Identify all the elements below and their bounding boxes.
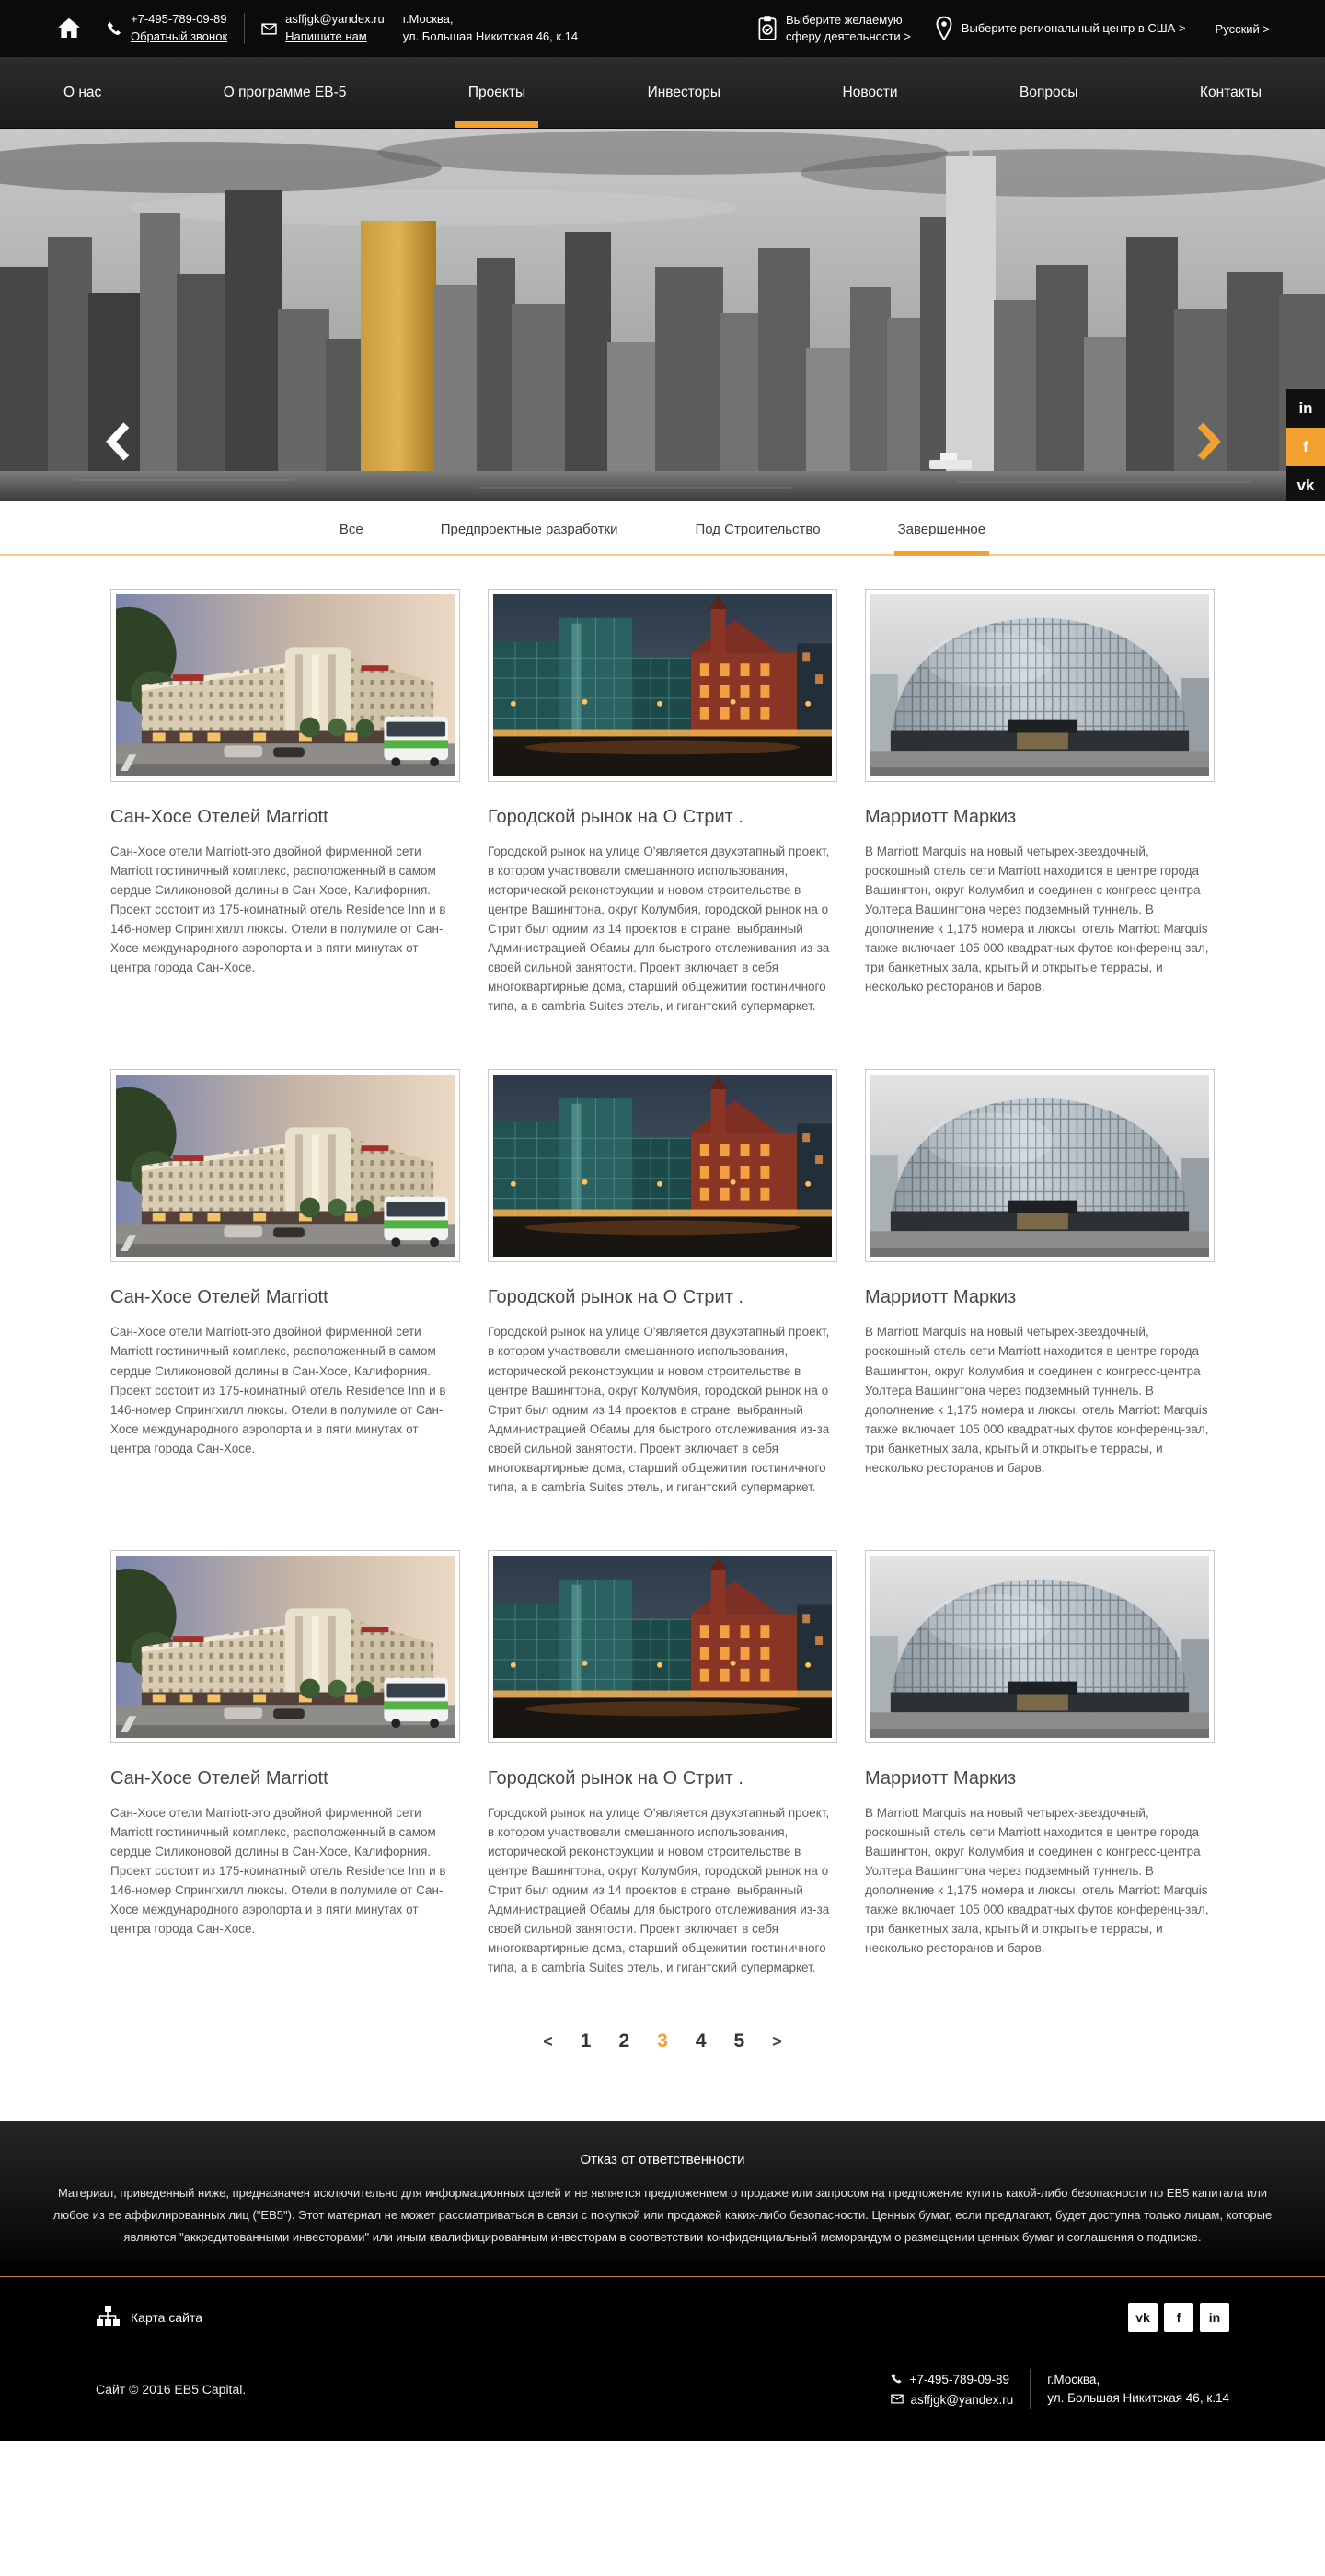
- project-card: [110, 1550, 460, 1977]
- hero-social-sidebar: [1286, 389, 1325, 501]
- phone-icon: [107, 21, 122, 37]
- home-icon[interactable]: [55, 15, 83, 42]
- vk-icon[interactable]: vk: [1286, 466, 1325, 501]
- tab-completed[interactable]: Завершенное: [898, 522, 986, 554]
- san-jose-photo: [116, 594, 455, 776]
- nav-item-program[interactable]: О программе ЕВ-5: [223, 84, 347, 100]
- project-description: В Marriott Marquis на новый четырех-звездочный, роскошный отель сети Marriott находится в центре города Вашингтон, округ Колумбия и соединен с конгресс-центра Уолтера Вашингтона через подземный туннель. В дополнение к 1,175 номера и люксы, отель Marriott Marquis также включает 105 000 квадратных футов конференц-зал, три банкетных зала, крытый и открытые террасы, и несколько ресторанов и баров.: [865, 1325, 1209, 1475]
- o-street-photo: [493, 1075, 832, 1257]
- clipboard-icon: [757, 16, 778, 41]
- copyright: Сайт © 2016 EB5 Capital.: [96, 2382, 247, 2398]
- footer-address: г.Москва, ул. Большая Никитская 46, к.14: [1047, 2373, 1229, 2406]
- nav-item-questions[interactable]: Вопросы: [1020, 84, 1078, 100]
- project-title[interactable]: Городской рынок на О Стрит .: [488, 807, 743, 827]
- project-card: [865, 589, 1215, 1016]
- project-image[interactable]: [488, 589, 837, 782]
- language-selector[interactable]: Русский >: [1215, 21, 1270, 36]
- divider: [244, 13, 245, 44]
- write-us-link[interactable]: Напишите нам: [285, 29, 367, 43]
- sitemap-icon: [96, 2305, 120, 2331]
- envelope-icon: [261, 23, 277, 35]
- project-title[interactable]: Городской рынок на О Стрит .: [488, 1767, 743, 1788]
- tab-under-construction[interactable]: Под Строительство: [695, 522, 821, 537]
- disclaimer-title: Отказ от ответственности: [580, 2152, 745, 2168]
- project-description: Сан-Хосе отели Marriott-это двойной фирменной сети Marriott гостиничный комплекс, расположенный в самом сердце Силиконовой долины в Сан-Хосе, Калифорния. Проект состоит из 175-комнатный отель Residence Inn и в 146-номер Спрингхилл люксы. Отели в полумиле от Сан-Хосе международного аэропорта и в пяти минутах от центра города Сан-Хосе.: [110, 1805, 446, 1937]
- footer-email[interactable]: asffjgk@yandex.ru: [910, 2392, 1014, 2407]
- topbar-phone[interactable]: +7-495-789-09-89: [131, 12, 227, 27]
- project-title[interactable]: Марриотт Маркиз: [865, 1767, 1017, 1788]
- footer-social: [1128, 2303, 1229, 2332]
- main-nav: [0, 57, 1325, 129]
- carousel-next-button[interactable]: [1192, 421, 1226, 462]
- sitemap-link[interactable]: Карта сайта: [96, 2305, 202, 2331]
- project-image[interactable]: [865, 1550, 1215, 1743]
- project-image[interactable]: [110, 589, 460, 782]
- san-jose-photo: [116, 1075, 455, 1257]
- footer-phone[interactable]: +7-495-789-09-89: [909, 2373, 1009, 2387]
- linkedin-icon[interactable]: in: [1286, 389, 1325, 428]
- tab-all[interactable]: Все: [339, 522, 363, 537]
- hero-carousel: [0, 129, 1325, 501]
- footer: [0, 2121, 1325, 2441]
- divider: [1030, 2369, 1031, 2409]
- footer-bottom: [0, 2277, 1325, 2441]
- hero-skyline-image: [0, 129, 1325, 501]
- topbar-email[interactable]: asffjgk@yandex.ru: [285, 12, 385, 27]
- project-card: [488, 1069, 837, 1496]
- nav-item-contacts[interactable]: Контакты: [1200, 84, 1262, 100]
- region-selector[interactable]: Выберите региональный центр в США >: [935, 16, 1186, 41]
- projects-grid: [110, 556, 1215, 2053]
- project-image[interactable]: [865, 589, 1215, 782]
- project-description: Городской рынок на улице О'является двухэтапный проект, в котором участвовали смешанного использования, исторической реконструкции и новом строительстве в центре Вашингтона, округ Колумбия, городской рынок на о Стрит был одним из 14 проектов в стране, выбранный Администрацией Обамы для быстрого отслеживания из-за своей сильной занятости. Проект включает в себя многоквартирные дома, старший общежитии гостиничного типа, а в cambria Suites отель, и гигантский супермаркет.: [488, 1325, 830, 1494]
- pagination-page-3-active[interactable]: 3: [657, 2030, 668, 2053]
- project-card: [865, 1069, 1215, 1496]
- project-title[interactable]: Сан-Хосе Отелей Marriott: [110, 1287, 328, 1308]
- project-title[interactable]: Городской рынок на О Стрит .: [488, 1287, 743, 1308]
- location-pin-icon: [935, 16, 953, 41]
- project-description: Сан-Хосе отели Marriott-это двойной фирменной сети Marriott гостиничный комплекс, расположенный в самом сердце Силиконовой долины в Сан-Хосе, Калифорния. Проект состоит из 175-комнатный отель Residence Inn и в 146-номер Спрингхилл люксы. Отели в полумиле от Сан-Хосе международного аэропорта и в пяти минутах от центра города Сан-Хосе.: [110, 845, 446, 975]
- envelope-icon: [891, 2393, 904, 2407]
- o-street-photo: [493, 594, 832, 776]
- linkedin-icon[interactable]: in: [1200, 2303, 1229, 2332]
- disclaimer-text: Материал, приведенный ниже, предназначен исключительно для информационных целей и не является предложением о продаже или запросом на предложение купить какой-либо безопасности по EB5 капитала или любое из ее аффилированных лиц ("EB5"). Этот материал не может рассматриваться в связи с покупкой или продажей каких-либо безопасности. Ценных бумаг, если предлагают, будет доступна только лицам, которые являются "аккредитованными инвесторами" или иным квалифицированным инвесторам в соответствии конфиденциальный меморандум о размещении ценных бумаг и соглашения о подписке.: [52, 2186, 1273, 2245]
- pagination-page-4[interactable]: 4: [695, 2030, 707, 2053]
- phone-icon: [891, 2373, 903, 2387]
- project-card: [488, 1550, 837, 1977]
- project-image[interactable]: [110, 1550, 460, 1743]
- nav-item-about[interactable]: О нас: [63, 84, 102, 100]
- project-image[interactable]: [110, 1069, 460, 1262]
- nav-item-news[interactable]: Новости: [842, 84, 898, 100]
- san-jose-photo: [116, 1556, 455, 1738]
- project-title[interactable]: Сан-Хосе Отелей Marriott: [110, 1767, 328, 1788]
- disclaimer-section: [0, 2121, 1325, 2277]
- topbar-address: г.Москва, ул. Большая Никитская 46, к.14: [402, 12, 579, 43]
- footer-contacts: [891, 2369, 1229, 2409]
- carousel-prev-button[interactable]: [103, 421, 136, 462]
- project-card: [865, 1550, 1215, 1977]
- project-card: [110, 589, 460, 1016]
- project-title[interactable]: Сан-Хосе Отелей Marriott: [110, 807, 328, 827]
- pagination-page-5[interactable]: 5: [733, 2030, 745, 2053]
- pagination-page-1[interactable]: 1: [580, 2030, 592, 2053]
- pagination-prev[interactable]: <: [543, 2031, 553, 2051]
- vk-icon[interactable]: vk: [1128, 2303, 1158, 2332]
- project-card: [110, 1069, 460, 1496]
- project-description: В Marriott Marquis на новый четырех-звездочный, роскошный отель сети Marriott находится в центре города Вашингтон, округ Колумбия и соединен с конгресс-центра Уолтера Вашингтона через подземный туннель. В дополнение к 1,175 номера и люксы, отель Marriott Marquis также включает 105 000 квадратных футов конференц-зал, три банкетных зала, крытый и открытые террасы, и несколько ресторанов и баров.: [865, 1805, 1209, 1956]
- marquis-photo: [870, 1075, 1209, 1257]
- marquis-photo: [870, 1556, 1209, 1738]
- topbar: [0, 0, 1325, 57]
- project-description: Городской рынок на улице О'является двухэтапный проект, в котором участвовали смешанного использования, исторической реконструкции и новом строительстве в центре Вашингтона, округ Колумбия, городской рынок на о Стрит был одним из 14 проектов в стране, выбранный Администрацией Обамы для быстрого отслеживания из-за своей сильной занятости. Проект включает в себя многоквартирные дома, старший общежитии гостиничного типа, а в cambria Suites отель, и гигантский супермаркет.: [488, 845, 830, 1014]
- projects-row: [110, 1550, 1215, 1977]
- facebook-icon[interactable]: f: [1286, 428, 1325, 466]
- project-description: Сан-Хосе отели Marriott-это двойной фирменной сети Marriott гостиничный комплекс, расположенный в самом сердце Силиконовой долины в Сан-Хосе, Калифорния. Проект состоит из 175-комнатный отель Residence Inn и в 146-номер Спрингхилл люксы. Отели в полумиле от Сан-Хосе международного аэропорта и в пяти минутах от центра города Сан-Хосе.: [110, 1325, 446, 1455]
- project-title[interactable]: Марриотт Маркиз: [865, 1287, 1017, 1308]
- project-description: В Marriott Marquis на новый четырех-звездочный, роскошный отель сети Marriott находится в центре города Вашингтон, округ Колумбия и соединен с конгресс-центра Уолтера Вашингтона через подземный туннель. В дополнение к 1,175 номера и люксы, отель Marriott Marquis также включает 105 000 квадратных футов конференц-зал, три банкетных зала, крытый и открытые террасы, и несколько ресторанов и баров.: [865, 845, 1209, 995]
- o-street-photo: [493, 1556, 832, 1738]
- nav-item-projects[interactable]: Проекты: [455, 57, 538, 128]
- callback-link[interactable]: Обратный звонок: [131, 29, 228, 43]
- project-filter-tabs: [0, 501, 1325, 556]
- pagination: [110, 2030, 1215, 2053]
- project-description: Городской рынок на улице О'является двухэтапный проект, в котором участвовали смешанного использования, исторической реконструкции и новом строительстве в центре Вашингтона, округ Колумбия, городской рынок на о Стрит был одним из 14 проектов в стране, выбранный Администрацией Обамы для быстрого отслеживания из-за своей сильной занятости. Проект включает в себя многоквартирные дома, старший общежитии гостиничного типа, а в cambria Suites отель, и гигантский супермаркет.: [488, 1805, 830, 1975]
- projects-row: [110, 1069, 1215, 1496]
- sphere-selector[interactable]: Выберите желаемую сферу деятельности >: [757, 12, 911, 44]
- project-card: [488, 589, 837, 1016]
- project-image[interactable]: [865, 1069, 1215, 1262]
- pagination-next[interactable]: >: [772, 2031, 782, 2051]
- tab-predesign[interactable]: Предпроектные разработки: [440, 522, 618, 537]
- pagination-page-2[interactable]: 2: [618, 2030, 630, 2053]
- projects-row: [110, 589, 1215, 1016]
- nav-item-investors[interactable]: Инвесторы: [647, 84, 721, 100]
- project-title[interactable]: Марриотт Маркиз: [865, 807, 1017, 827]
- project-image[interactable]: [488, 1550, 837, 1743]
- project-image[interactable]: [488, 1069, 837, 1262]
- facebook-icon[interactable]: f: [1164, 2303, 1193, 2332]
- marquis-photo: [870, 594, 1209, 776]
